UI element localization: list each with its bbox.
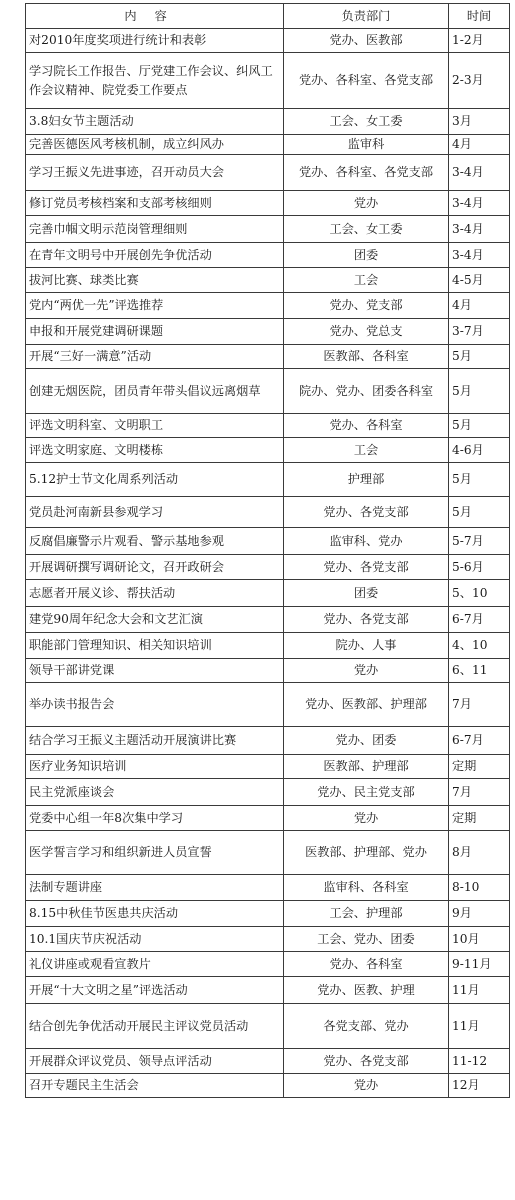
time-period: 3-4月 [449, 216, 510, 243]
time-period: 3-7月 [449, 319, 510, 345]
table-row [26, 155, 510, 191]
table-row [26, 901, 510, 927]
work-schedule-table [25, 3, 510, 1098]
time-period: 1-2月 [449, 29, 510, 53]
time-period: 6-7月 [449, 607, 510, 633]
task-content: 职能部门管理知识、相关知识培训 [26, 633, 284, 659]
responsible-department: 监审科 [284, 135, 449, 155]
time-period: 2-3月 [449, 53, 510, 109]
task-content: 建党90周年纪念大会和文艺汇演 [26, 607, 284, 633]
responsible-department: 党办、党总支 [284, 319, 449, 345]
task-content: 开展群众评议党员、领导点评活动 [26, 1049, 284, 1074]
time-period: 7月 [449, 779, 510, 806]
table-row [26, 438, 510, 463]
responsible-department: 工会 [284, 438, 449, 463]
table-row [26, 268, 510, 293]
time-period: 5月 [449, 345, 510, 369]
time-period: 3月 [449, 109, 510, 135]
responsible-department: 党办、医教、护理 [284, 977, 449, 1004]
time-period: 5-6月 [449, 555, 510, 580]
time-period: 9-11月 [449, 952, 510, 977]
time-period: 8月 [449, 831, 510, 875]
task-content: 学习院长工作报告、厅党建工作会议、纠风工作会议精神、院党委工作要点 [26, 53, 284, 109]
table-row [26, 463, 510, 497]
table-row [26, 1004, 510, 1049]
responsible-department: 工会、女工委 [284, 216, 449, 243]
time-period: 5月 [449, 463, 510, 497]
time-period: 4月 [449, 135, 510, 155]
responsible-department: 工会、女工委 [284, 109, 449, 135]
time-period: 定期 [449, 755, 510, 779]
responsible-department: 党办 [284, 1074, 449, 1098]
task-content: 拔河比赛、球类比赛 [26, 268, 284, 293]
table-row [26, 345, 510, 369]
time-period: 3-4月 [449, 191, 510, 216]
task-content: 志愿者开展义诊、帮扶活动 [26, 580, 284, 607]
time-period: 4月 [449, 293, 510, 319]
task-content: 医疗业务知识培训 [26, 755, 284, 779]
responsible-department: 党办、各党支部 [284, 607, 449, 633]
header-time: 时间 [449, 4, 510, 29]
task-content: 开展“三好一满意”活动 [26, 345, 284, 369]
table-row [26, 528, 510, 555]
time-period: 8-10 [449, 875, 510, 901]
task-content: 评选文明家庭、文明楼栋 [26, 438, 284, 463]
table-row [26, 683, 510, 727]
responsible-department: 党办、党支部 [284, 293, 449, 319]
time-period: 5-7月 [449, 528, 510, 555]
table-row [26, 293, 510, 319]
task-content: 完善医德医风考核机制，成立纠风办 [26, 135, 284, 155]
time-period: 5、10 [449, 580, 510, 607]
table-row [26, 497, 510, 528]
time-period: 7月 [449, 683, 510, 727]
time-period: 5月 [449, 369, 510, 414]
table-row [26, 53, 510, 109]
responsible-department: 监审科、党办 [284, 528, 449, 555]
task-content: 召开专题民主生活会 [26, 1074, 284, 1098]
task-content: 党委中心组一年8次集中学习 [26, 806, 284, 831]
task-content: 完善巾帼文明示范岗管理细则 [26, 216, 284, 243]
table-row [26, 755, 510, 779]
responsible-department: 党办、团委 [284, 727, 449, 755]
table-row [26, 977, 510, 1004]
task-content: 党内“两优一先”评选推荐 [26, 293, 284, 319]
table-row [26, 29, 510, 53]
task-content: 学习王振义先进事迹，召开动员大会 [26, 155, 284, 191]
task-content: 3.8妇女节主题活动 [26, 109, 284, 135]
time-period: 11-12 [449, 1049, 510, 1074]
table-row [26, 369, 510, 414]
responsible-department: 党办 [284, 191, 449, 216]
responsible-department: 团委 [284, 580, 449, 607]
responsible-department: 党办、医教部 [284, 29, 449, 53]
task-content: 反腐倡廉警示片观看、警示基地参观 [26, 528, 284, 555]
table-row [26, 1049, 510, 1074]
table-row [26, 109, 510, 135]
responsible-department: 团委 [284, 243, 449, 268]
table-row [26, 555, 510, 580]
time-period: 定期 [449, 806, 510, 831]
table-row [26, 952, 510, 977]
responsible-department: 工会 [284, 268, 449, 293]
task-content: 8.15中秋佳节医患共庆活动 [26, 901, 284, 927]
table-row [26, 806, 510, 831]
responsible-department: 党办、各党支部 [284, 497, 449, 528]
responsible-department: 党办 [284, 806, 449, 831]
responsible-department: 院办、党办、团委各科室 [284, 369, 449, 414]
responsible-department: 护理部 [284, 463, 449, 497]
header-content: 内容 [26, 4, 284, 29]
table-row [26, 414, 510, 438]
table-row [26, 831, 510, 875]
task-content: 领导干部讲党课 [26, 659, 284, 683]
table-row [26, 659, 510, 683]
task-content: 结合学习王振义主题活动开展演讲比赛 [26, 727, 284, 755]
responsible-department: 党办、各科室、各党支部 [284, 155, 449, 191]
table-row [26, 580, 510, 607]
task-content: 结合创先争优活动开展民主评议党员活动 [26, 1004, 284, 1049]
task-content: 开展“十大文明之星”评选活动 [26, 977, 284, 1004]
responsible-department: 党办、医教部、护理部 [284, 683, 449, 727]
task-content: 医学誓言学习和组织新进人员宣誓 [26, 831, 284, 875]
responsible-department: 医教部、各科室 [284, 345, 449, 369]
table-row [26, 727, 510, 755]
table-row [26, 607, 510, 633]
time-period: 5月 [449, 497, 510, 528]
time-period: 11月 [449, 977, 510, 1004]
table-row [26, 633, 510, 659]
time-period: 4-5月 [449, 268, 510, 293]
time-period: 5月 [449, 414, 510, 438]
task-content: 举办读书报告会 [26, 683, 284, 727]
time-period: 6、11 [449, 659, 510, 683]
task-content: 在青年文明号中开展创先争优活动 [26, 243, 284, 268]
time-period: 3-4月 [449, 243, 510, 268]
time-period: 4-6月 [449, 438, 510, 463]
responsible-department: 党办、各党支部 [284, 555, 449, 580]
responsible-department: 党办、民主党支部 [284, 779, 449, 806]
task-content: 党员赴河南新县参观学习 [26, 497, 284, 528]
responsible-department: 党办、各科室、各党支部 [284, 53, 449, 109]
task-content: 10.1国庆节庆祝活动 [26, 927, 284, 952]
responsible-department: 院办、人事 [284, 633, 449, 659]
time-period: 10月 [449, 927, 510, 952]
time-period: 9月 [449, 901, 510, 927]
table-row [26, 319, 510, 345]
task-content: 申报和开展党建调研课题 [26, 319, 284, 345]
task-content: 开展调研撰写调研论文，召开政研会 [26, 555, 284, 580]
table-row [26, 1074, 510, 1098]
time-period: 3-4月 [449, 155, 510, 191]
task-content: 评选文明科室、文明职工 [26, 414, 284, 438]
responsible-department: 党办、各党支部 [284, 1049, 449, 1074]
responsible-department: 各党支部、党办 [284, 1004, 449, 1049]
task-content: 民主党派座谈会 [26, 779, 284, 806]
responsible-department: 党办、各科室 [284, 414, 449, 438]
responsible-department: 监审科、各科室 [284, 875, 449, 901]
time-period: 12月 [449, 1074, 510, 1098]
table-header-row [26, 4, 510, 29]
task-content: 法制专题讲座 [26, 875, 284, 901]
task-content: 礼仪讲座或观看宣教片 [26, 952, 284, 977]
responsible-department: 党办、各科室 [284, 952, 449, 977]
time-period: 11月 [449, 1004, 510, 1049]
responsible-department: 医教部、护理部、党办 [284, 831, 449, 875]
responsible-department: 医教部、护理部 [284, 755, 449, 779]
task-content: 创建无烟医院，团员青年带头倡议远离烟草 [26, 369, 284, 414]
task-content: 修订党员考核档案和支部考核细则 [26, 191, 284, 216]
table-row [26, 927, 510, 952]
table-row [26, 216, 510, 243]
responsible-department: 党办 [284, 659, 449, 683]
table-row [26, 135, 510, 155]
task-content: 5.12护士节文化周系列活动 [26, 463, 284, 497]
table-row [26, 243, 510, 268]
table-row [26, 875, 510, 901]
table-row [26, 191, 510, 216]
responsible-department: 工会、护理部 [284, 901, 449, 927]
responsible-department: 工会、党办、团委 [284, 927, 449, 952]
task-content: 对2010年度奖项进行统计和表彰 [26, 29, 284, 53]
table-row [26, 779, 510, 806]
time-period: 6-7月 [449, 727, 510, 755]
time-period: 4、10 [449, 633, 510, 659]
header-department: 负责部门 [284, 4, 449, 29]
